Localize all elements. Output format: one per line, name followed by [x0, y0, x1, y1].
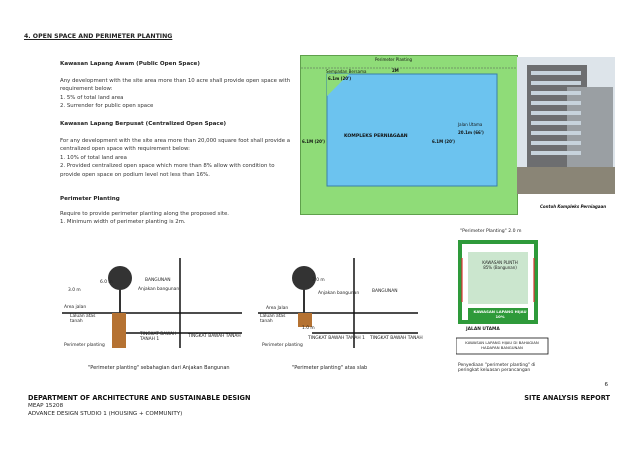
centralized-open-space-text: For any development with the site area more than 20,000 square foot shall provide a centralized open space with requirement below: [60, 138, 291, 153]
perimeter-planting-item: 1. Minimum width of perimeter planting is 2m. [60, 219, 186, 226]
left-dim: 6.1M (20') [302, 139, 325, 144]
s1-label-tbt1: TINGKAT BAWAH TANAH 1 [140, 332, 177, 342]
public-open-space-item: 2. Surrender for public open space [60, 103, 154, 110]
center-label: KOMPLEKS PERNIAGAAN [344, 134, 408, 139]
shared-road-label: Sempadan Bersama [326, 69, 367, 74]
plan-top-label: "Perimeter Planting" 2.0 m [460, 229, 522, 234]
public-open-space-item: 1. 5% of total land area [60, 94, 124, 101]
s1-label-3m: 3.0 m [68, 288, 81, 293]
s1-label-tbt: TINGKAT BAWAH TANAH [188, 334, 241, 339]
right-dim: 6.1M (20') [432, 139, 455, 144]
main-road-label: Jalan Utama [458, 122, 483, 127]
s1-label-anjakan: Anjakan bangunan [138, 287, 180, 292]
page-number: 6 [604, 382, 608, 388]
footer-department: DEPARTMENT OF ARCHITECTURE AND SUSTAINABLE DESIGN [28, 394, 251, 402]
s1-label-perimeter: Perimeter planting [64, 343, 105, 348]
footer-course-name: ADVANCE DESIGN STUDIO 1 (HOUSING + COMMUNITY) [28, 410, 183, 417]
building-photo-image [517, 57, 615, 194]
s2-label-area-jalan: Area Jalan [266, 306, 289, 311]
s2-label-perimeter: Perimeter planting [262, 343, 303, 348]
public-open-space-heading: Kawasan Lapang Awam (Public Open Space) [60, 61, 200, 67]
dim-2m: 2M [392, 68, 399, 73]
photo-caption: Contoh Kompleks Perniagaan [540, 204, 607, 209]
s1-label-6m: 6.0 m [100, 280, 113, 285]
plan-caption: Penyediaan "perimeter planting" di peringkat keluasan perancangan [458, 363, 536, 373]
section-title: 4. OPEN SPACE AND PERIMETER PLANTING [24, 33, 173, 40]
building-photo [517, 57, 615, 194]
centralized-open-space-body [60, 137, 292, 179]
public-open-space-text: Any development with the site area more than 10 acre shall provide open space with requirement below: [60, 78, 291, 93]
s2-label-3m: 3.0 m [312, 278, 325, 283]
section-drawing-1-caption: "Perimeter planting" sebahagian dari Anjakan Bangunan [88, 365, 230, 371]
s2-label-anjakan: Anjakan bangunan [318, 291, 360, 296]
centralized-open-space-heading: Kawasan Lapang Berpusat (Centralized Open Space) [60, 121, 227, 127]
centralized-open-space-item: 1. 10% of total land area [60, 154, 127, 161]
s2-label-1m: 1.0 m [302, 326, 315, 331]
footer-course-code: MEAP 15208 [28, 403, 64, 409]
plan-plinth-label: KAWASAN PLINTH 85% (Bangunan) [482, 260, 518, 270]
s2-label-tbt: TINGKAT BAWAH TANAH [370, 336, 423, 341]
perimeter-planting-label: Perimeter Planting [375, 57, 413, 62]
plan-open-space-label: KAWASAN LAPANG HIJAU 10% [473, 309, 527, 319]
footer-report-title: SITE ANALYSIS REPORT [524, 394, 610, 402]
section-drawing-2-caption: "Perimeter planting" atas slab [292, 365, 368, 371]
perimeter-planting-heading: Perimeter Planting [60, 196, 120, 202]
s2-label-tbt1: TINGKAT BAWAH TANAH 1 [308, 336, 365, 341]
public-open-space-body [60, 77, 292, 111]
s1-label-laluan: Laluan atas tanah [70, 314, 96, 324]
shared-road-dim: 6.1m (20') [328, 76, 352, 81]
s1-label-bangunan: BANGUNAN [145, 278, 171, 283]
s1-label-area-jalan: Area jalan [64, 305, 87, 310]
s2-label-laluan: Laluan atas tanah [260, 314, 286, 324]
main-road-dim: 20.1m (66') [458, 130, 484, 135]
centralized-open-space-item: 2. Provided centralized open space which more than 8% allow with condition to provide open space on podium level not less than 16%. [60, 163, 275, 178]
plan-bottom-box: KAWASAN LAPANG HIJAU DI BAHAGIAN HADAPAN BANGUNAN [465, 340, 539, 350]
perimeter-planting-text: Require to provide perimeter planting along the proposed site. [60, 211, 230, 217]
footer-course [28, 403, 182, 418]
perimeter-planting-body [60, 210, 292, 227]
s2-label-bangunan: BANGUNAN [372, 289, 398, 294]
plan-road-label: JALAN UTAMA [466, 327, 500, 332]
